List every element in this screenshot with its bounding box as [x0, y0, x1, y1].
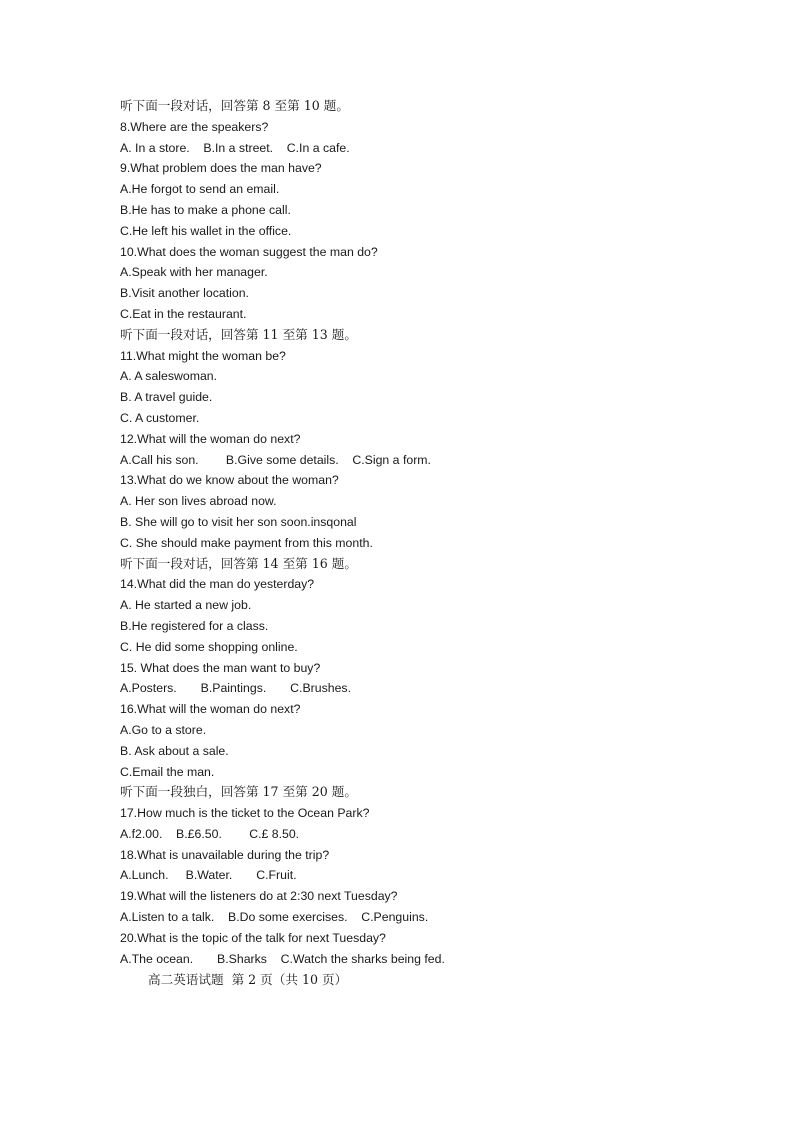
- answer-option: B. A travel guide.: [120, 390, 213, 405]
- question-stem: 18.What is unavailable during the trip?: [120, 847, 330, 862]
- answer-option: A.Speak with her manager.: [120, 265, 268, 280]
- answer-option: A.Call his son. B.Give some details. C.Sign a form.: [120, 452, 431, 467]
- listening-questions: [120, 96, 740, 969]
- answer-option: B.He has to make a phone call.: [120, 202, 291, 217]
- answer-option: C.Eat in the restaurant.: [120, 306, 247, 321]
- question-stem: 8.Where are the speakers?: [120, 119, 269, 134]
- question-stem: 14.What did the man do yesterday?: [120, 577, 315, 592]
- section-instruction: 听下面一段对话，回答第 8 至第 10 题。: [120, 98, 349, 113]
- answer-option: B. She will go to visit her son soon.insqonal: [120, 514, 357, 529]
- answer-option: B.He registered for a class.: [120, 618, 269, 633]
- answer-option: A.Listen to a talk. B.Do some exercises. C.Penguins.: [120, 910, 429, 925]
- question-stem: 11.What might the woman be?: [120, 348, 286, 363]
- answer-option: A. He started a new job.: [120, 598, 252, 613]
- answer-option: B.Visit another location.: [120, 286, 249, 301]
- section-instruction: 听下面一段对话，回答第 14 至第 16 题。: [120, 555, 357, 571]
- answer-option: C.Email the man.: [120, 764, 215, 779]
- question-stem: 16.What will the woman do next?: [120, 702, 301, 717]
- section-instruction: 听下面一段独白，回答第 17 至第 20 题。: [120, 784, 357, 800]
- answer-option: C. A customer.: [120, 410, 200, 425]
- answer-option: A. In a store. B.In a street. C.In a cafe.: [120, 140, 350, 155]
- answer-option: A. Her son lives abroad now.: [120, 494, 277, 509]
- answer-option: B. Ask about a sale.: [120, 743, 229, 758]
- answer-option: A.Go to a store.: [120, 722, 207, 737]
- answer-option: A.He forgot to send an email.: [120, 182, 280, 197]
- section-instruction: 听下面一段对话，回答第 11 至第 13 题。: [120, 326, 357, 342]
- answer-option: A.Lunch. B.Water. C.Fruit.: [120, 868, 297, 883]
- answer-option: A.The ocean. B.Sharks C.Watch the sharks being fed.: [120, 951, 445, 966]
- answer-option: A.Posters. B.Paintings. C.Brushes.: [120, 681, 351, 696]
- answer-option: A.f2.00. B.£6.50. C.£ 8.50.: [120, 826, 300, 841]
- answer-option: C. He did some shopping online.: [120, 639, 298, 654]
- question-stem: 9.What problem does the man have?: [120, 161, 322, 176]
- question-stem: 13.What do we know about the woman?: [120, 473, 339, 488]
- answer-option: C. She should make payment from this month.: [120, 535, 373, 550]
- question-stem: 15. What does the man want to buy?: [120, 660, 321, 675]
- page-footer: 高二英语试题 第 2 页（共 10 页）: [148, 972, 348, 987]
- question-stem: 12.What will the woman do next?: [120, 431, 301, 446]
- answer-option: C.He left his wallet in the office.: [120, 223, 292, 238]
- question-stem: 19.What will the listeners do at 2:30 next Tuesday?: [120, 889, 398, 904]
- question-stem: 20.What is the topic of the talk for next Tuesday?: [120, 930, 386, 945]
- question-stem: 10.What does the woman suggest the man do?: [120, 244, 378, 259]
- question-stem: 17.How much is the ticket to the Ocean Park?: [120, 806, 370, 821]
- answer-option: A. A saleswoman.: [120, 369, 218, 384]
